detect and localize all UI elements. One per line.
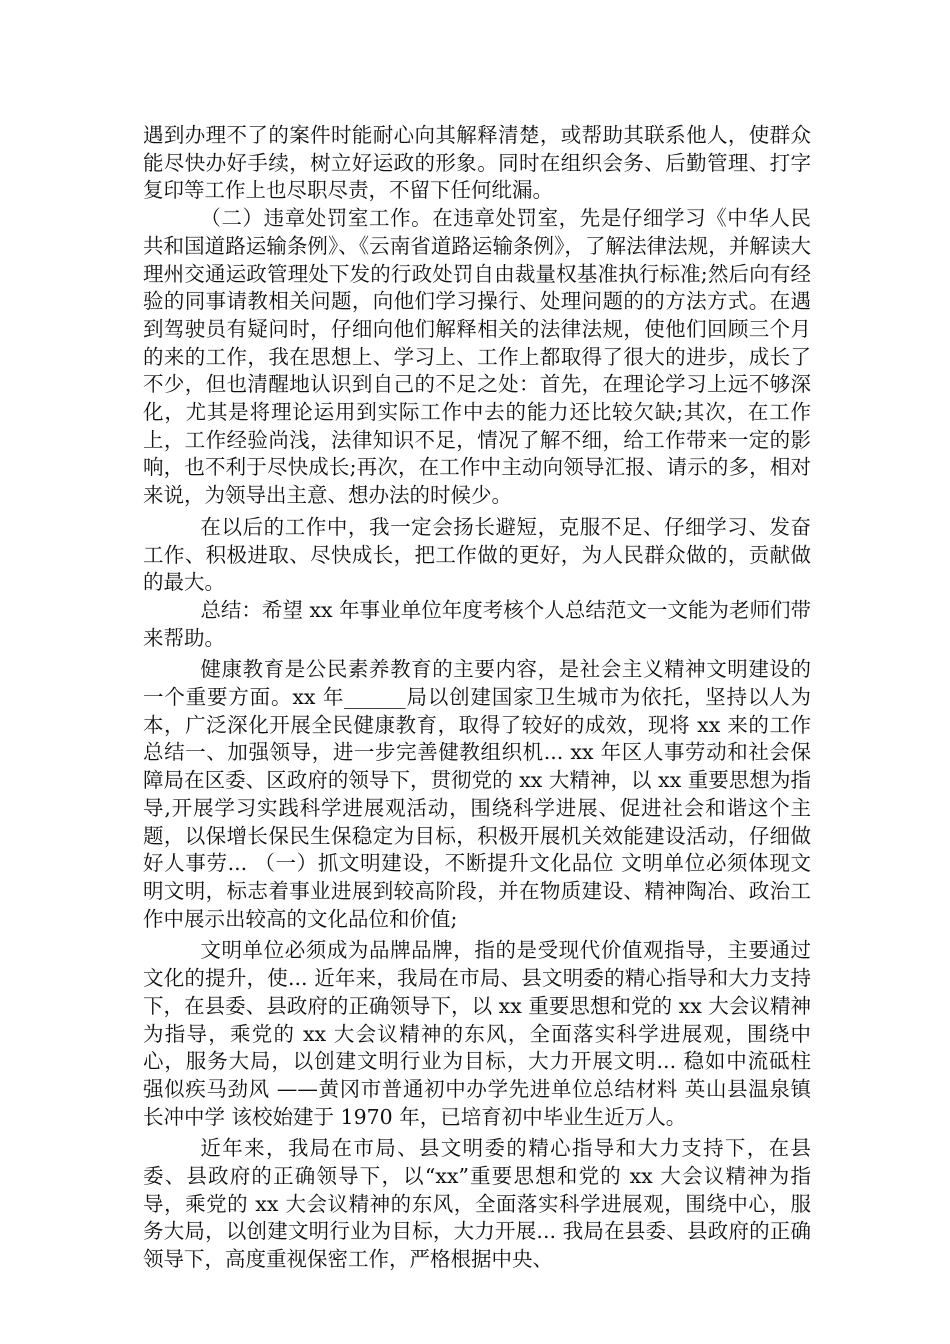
paragraph-1: 遇到办理不了的案件时能耐心向其解释清楚，或帮助其联系他人，使群众能尽快办好手续，树立好运政的形象。同时在组织会务、后勤管理、打字复印等工作上也尽职尽责，不留下任何纰漏。: [143, 123, 811, 203]
paragraph-4: 总结：希望 xx 年事业单位年度考核个人总结范文一文能为老师们带来帮助。: [143, 597, 811, 650]
paragraph-5: 健康教育是公民素养教育的主要内容，是社会主义精神文明建设的一个重要方面。xx 年______局以创建国家卫生城市为依托，坚持以人为本，广泛深化开展全民健康教育，取得了较好的成效，现将 xx 来的工作总结一、加强领导，进一步完善健教组织机... xx 年区人事劳动和社会保障局在区委、区政府的领导下，贯彻党的 xx 大精神，以 xx 重要思想为指导,开展学习实践科学进展观活动，围绕科学进展、促进社会和谐这个主题，以保增长保民生保稳定为目标，积极开展机关效能建设活动，仔细做好人事劳... （一）抓文明建设，不断提升文化品位 文明单位必须体现文明文明，标志着事业进展到较高阶段，并在物质建设、精神陶冶、政治工作中展示出较高的文化品位和价值;: [143, 657, 811, 931]
paragraph-7: 近年来，我局在市局、县文明委的精心指导和大力支持下，在县委、县政府的正确领导下，以“xx”重要思想和党的 xx 大会议精神为指导，乘党的 xx 大会议精神的东风，全面落实科学进展观，围绕中心，服务大局，以创建文明行业为目标，大力开展... 我局在县委、县政府的正确领导下，高度重视保密工作，严格根据中央、: [143, 1136, 811, 1272]
paragraph-3: 在以后的工作中，我一定会扬长避短，克服不足、仔细学习、发奋工作、积极进取、尽快成长，把工作做的更好，为人民群众做的，贡献做的最大。: [143, 514, 811, 595]
paragraph-6: 文明单位必须成为品牌品牌，指的是受现代价值观指导，主要通过文化的提升，使... 近年来，我局在市局、县文明委的精心指导和大力支持下，在县委、县政府的正确领导下，以 xx 重要思想和党的 xx 大会议精神为指导，乘党的 xx 大会议精神的东风，全面落实科学进展观，围绕中心，服务大局，以创建文明行业为目标，大力开展文明... 稳如中流砥柱 强似疾马劲风 ——黄冈市普通初中办学先进单位总结材料 英山县温泉镇长冲中学 该校始建于 1970 年，已培育初中毕业生近万人。: [143, 938, 811, 1129]
paragraph-2: （二）违章处罚室工作。在违章处罚室，先是仔细学习《中华人民共和国道路运输条例》、《云南省道路运输条例》，了解法律法规，并解读大理州交通运政管理处下发的行政处罚自由裁量权基准执行标准;然后向有经验的同事请教相关问题，向他们学习操行、处理问题的的方法方式。在遇到驾驶员有疑问时，仔细向他们解释相关的法律法规，使他们回顾三个月的来的工作，我在思想上、学习上、工作上都取得了很大的进步，成长了不少，但也清醒地认识到自己的不足之处：首先，在理论学习上远不够深化，尤其是将理论运用到实际工作中去的能力还比较欠缺;其次，在工作上，工作经验尚浅，法律知识不足，情况了解不细，给工作带来一定的影响，也不利于尽快成长;再次，在工作中主动向领导汇报、请示的多，相对来说，为领导出主意、想办法的时候少。: [143, 206, 811, 508]
document-body: [143, 122, 811, 1274]
